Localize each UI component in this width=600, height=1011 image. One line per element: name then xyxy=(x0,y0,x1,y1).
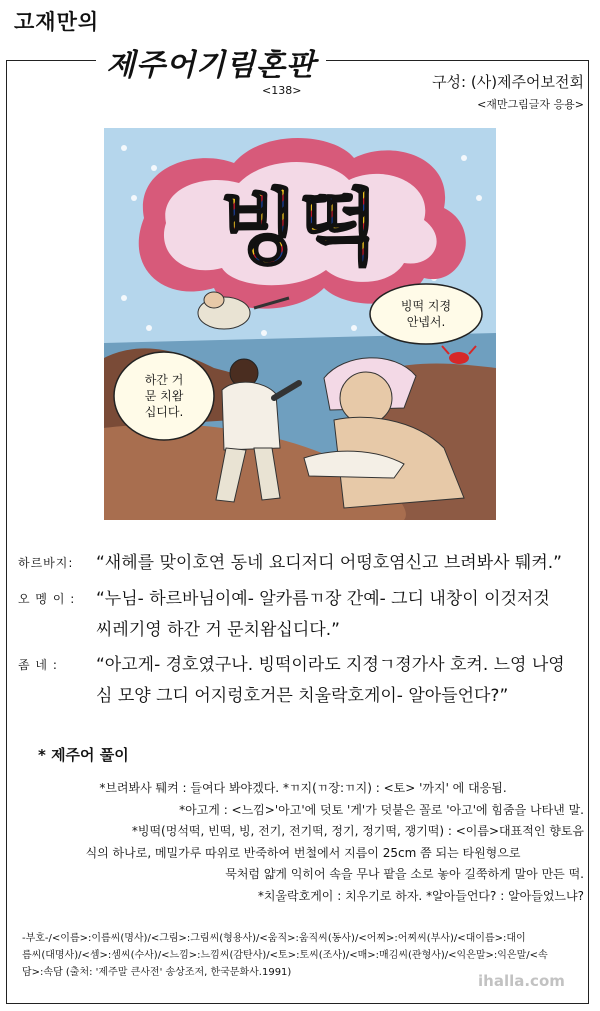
bubble-left-line: 하간 거 xyxy=(144,373,184,387)
series-title: 고재만의 xyxy=(14,10,100,34)
legend-line: 담>:속담 (출처: '제주말 큰사전' 송상조저, 한국문화사.1991) xyxy=(22,967,292,978)
dialogue-line: 씨레기영 하간 거 문치왐십디다.” xyxy=(96,620,340,640)
legend-line: -부호-/<이름>:이름씨(명사)/<그림>:그림씨(형용사)/<움직>:움직씨(동사)/<어찌>:어찌씨(부사)/<대이름>:대이 xyxy=(22,933,526,944)
speaker-label: 좀 네 : xyxy=(18,658,58,672)
dialogue-line: “누님- 하르바님이예- 알카름ㄲ장 간예- 그디 내창이 이것저것 xyxy=(96,589,550,609)
dialogue-line: “아고게- 경호였구나. 빙떡이라도 지졍ㄱ졍가사 호켜. 느영 나영 xyxy=(96,655,565,675)
gloss-line: *빙떡(멍석떡, 빈떡, 빙, 전기, 전기떡, 정기, 정기떡, 쟁기떡) : <이름>대표적인 향토음 xyxy=(131,824,584,838)
cartoon-title: 빙떡 xyxy=(219,181,379,276)
gloss-line: 식의 하나로, 메밀가루 따위로 반죽하여 번철에서 지름이 25cm 쯤 되는 타원형으로 xyxy=(85,845,521,860)
bubble-right-line: 빙떡 지졍 xyxy=(400,299,452,313)
series-logo: 제주어기림혼판 xyxy=(96,44,326,88)
bubble-right-line: 안넵서. xyxy=(406,315,446,329)
speaker-label: 하르바지: xyxy=(18,556,74,570)
gloss-line: *아고게 : <느낌>'아고'에 덧토 '게'가 덧붙은 꼴로 '아고'에 힘줌을 나타낸 말. xyxy=(179,802,584,817)
bubble-left-line: 십디다. xyxy=(144,405,184,419)
issue-number: <138> xyxy=(262,84,302,97)
dialogue-line: 심 모양 그디 어지렁호거믄 치울락호게이- 알아들언다?” xyxy=(96,686,509,706)
gloss-title: * 제주어 풀이 xyxy=(38,746,129,764)
dialogue-line: “새헤를 맞이호연 동네 요디저디 어떵호염신고 브려봐사 퉤켜.” xyxy=(96,553,562,573)
gloss-line: *치울락호게이 : 치우기로 하자. *알아들언다? : 알아들었느냐? xyxy=(257,888,584,903)
credit-subline: <재만그림글자 응용> xyxy=(477,98,584,111)
credit-line: 구성: (사)제주어보전회 xyxy=(432,73,584,91)
bubble-left-line: 문 치왐 xyxy=(144,389,184,403)
speaker-label: 오 멩 이 : xyxy=(18,592,76,606)
watermark: ihalla.com xyxy=(478,972,565,990)
cartoon-illustration xyxy=(104,128,496,520)
gloss-line: 묵처럼 얇게 익히어 속을 무나 팥을 소로 놓아 길쭉하게 말아 만든 떡. xyxy=(225,867,584,881)
gloss-body xyxy=(22,778,584,907)
legend-line: 름씨(대명사)/<셈>:셈씨(수사)/<느낌>:느낌씨(감탄사)/<토>:토씨(조사)/<매>:매김씨(관형사)/<익은말>:익은말/<속 xyxy=(22,950,548,961)
gloss-line: *브려봐사 퉤켜 : 들여다 봐야겠다. *ㄲ지(ㄲ장:ㄲ지) : <토> '까지' 에 대응됨. xyxy=(99,781,507,795)
